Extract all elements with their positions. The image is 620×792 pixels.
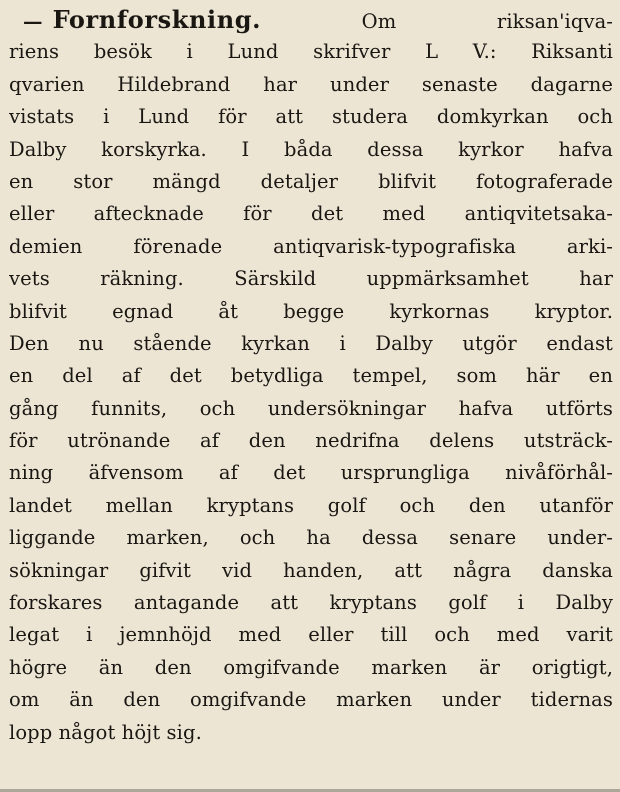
article-line-12: en del af det betydliga tempel, som här en [9, 364, 613, 388]
article-line-16: landet mellan kryptans golf och den utanför [9, 493, 613, 517]
article-line-21: högre än den omgifvande marken är origtigt, [9, 655, 613, 679]
article-line-9: vets räkning. Särskild uppmärksamhet har [9, 267, 613, 291]
article-line-5: Dalby korskyrka. I båda dessa kyrkor hafva [9, 137, 613, 161]
article-line-1 [9, 4, 613, 36]
article-fornforskning [9, 4, 613, 749]
article-line-text: Om riksan'iqva- [361, 10, 613, 33]
article-line-2: riens besök i Lund skrifver L V.: Riksanti [9, 40, 613, 64]
article-line-23: lopp något höjt sig. [9, 720, 202, 744]
article-heading: Fornforskning. [52, 5, 262, 34]
article-line-18: sökningar gifvit vid handen, att några danska [9, 558, 613, 582]
article-line-14: för utrönande af den nedrifna delens utsträck- [9, 429, 613, 453]
article-line-19: forskares antagande att kryptans golf i Dalby [9, 591, 613, 615]
article-line-11: Den nu stående kyrkan i Dalby utgör endast [9, 331, 613, 355]
article-line-20: legat i jemnhöjd med eller till och med varit [9, 623, 613, 647]
article-line-8: demien förenade antiqvarisk-typografiska arki- [9, 234, 613, 258]
article-line-6: en stor mängd detaljer blifvit fotograferade [9, 169, 613, 193]
article-line-13: gång funnits, och undersökningar hafva utförts [9, 396, 613, 420]
article-line-22: om än den omgifvande marken under tidernas [9, 688, 613, 712]
article-line-3: qvarien Hildebrand har under senaste dagarne [9, 72, 613, 96]
article-line-7: eller aftecknade för det med antiqvitetsaka- [9, 202, 613, 226]
article-line-10: blifvit egnad åt begge kyrkornas kryptor. [9, 299, 613, 323]
article-line-17: liggande marken, och ha dessa senare under- [9, 526, 613, 550]
article-line-4: vistats i Lund för att studera domkyrkan och [9, 105, 613, 129]
article-dash: — [23, 10, 43, 33]
article-line-15: ning äfvensom af det ursprungliga nivåförhål- [9, 461, 613, 485]
